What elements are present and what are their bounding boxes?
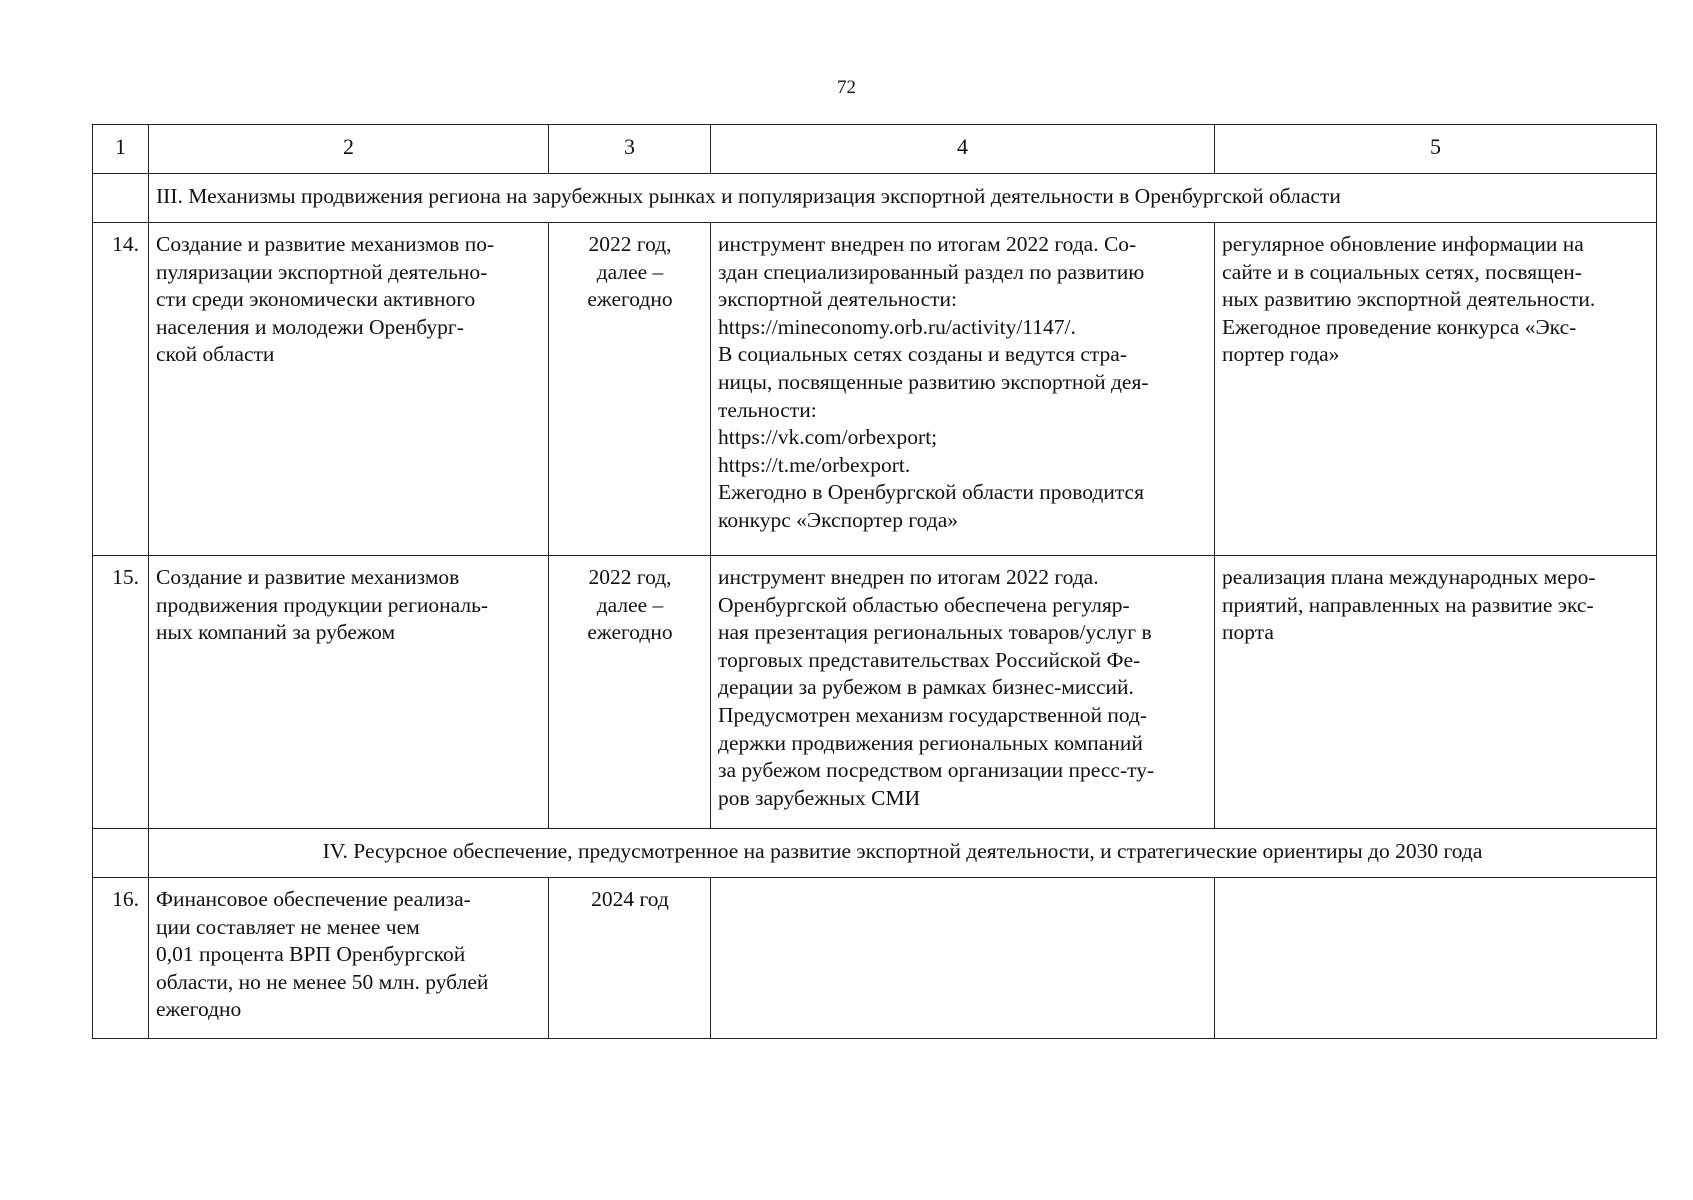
section-empty-cell bbox=[93, 174, 149, 223]
status-cell bbox=[711, 878, 1215, 1039]
column-header: 5 bbox=[1215, 125, 1657, 174]
row-number: 15. bbox=[93, 556, 149, 829]
table-header-row bbox=[93, 125, 1657, 174]
column-header: 1 bbox=[93, 125, 149, 174]
row-number: 14. bbox=[93, 223, 149, 556]
row-number: 16. bbox=[93, 878, 149, 1039]
table-row bbox=[93, 878, 1657, 1039]
measure-name-cell: Финансовое обеспечение реализа- ции составляет не менее чем 0,01 процента ВРП Оренбургской области, но не менее 50 млн. рублей ежегодно bbox=[149, 878, 549, 1039]
deadline-cell: 2022 год, далее – ежегодно bbox=[549, 556, 711, 829]
section-title: III. Механизмы продвижения региона на зарубежных рынках и популяризация экспортной деятельности в Оренбургской области bbox=[149, 174, 1657, 223]
result-cell: реализация плана международных меро- приятий, направленных на развитие экс- порта bbox=[1215, 556, 1657, 829]
column-header: 4 bbox=[711, 125, 1215, 174]
measures-table bbox=[92, 124, 1657, 1039]
result-cell bbox=[1215, 878, 1657, 1039]
result-cell: регулярное обновление информации на сайте и в социальных сетях, посвящен- ных развитию экспортной деятельности. Ежегодное проведение конкурса «Экс- портер года» bbox=[1215, 223, 1657, 556]
table-row bbox=[93, 223, 1657, 556]
section-row bbox=[93, 174, 1657, 223]
page-number: 72 bbox=[837, 77, 856, 98]
column-header: 2 bbox=[149, 125, 549, 174]
deadline-cell: 2024 год bbox=[549, 878, 711, 1039]
section-title: IV. Ресурсное обеспечение, предусмотренное на развитие экспортной деятельности, и стратегические ориентиры до 2030 года bbox=[149, 829, 1657, 878]
measure-name-cell: Создание и развитие механизмов по- пуляризации экспортной деятельно- сти среди экономически активного населения и молодежи Оренбург- ской области bbox=[149, 223, 549, 556]
table-row bbox=[93, 556, 1657, 829]
measure-name-cell: Создание и развитие механизмов продвижения продукции региональ- ных компаний за рубежом bbox=[149, 556, 549, 829]
column-header: 3 bbox=[549, 125, 711, 174]
status-cell: инструмент внедрен по итогам 2022 года. Со- здан специализированный раздел по развитию экспортной деятельности: https://mineconomy.orb.ru/activity/1147/. В социальных сетях созданы и ведутся стра- ницы, посвященные развитию экспортной дея- тельности: https://vk.com/orbexport; https://t.me/orbexport. Ежегодно в Оренбургской области проводится конкурс «Экспортер года» bbox=[711, 223, 1215, 556]
status-cell: инструмент внедрен по итогам 2022 года. Оренбургской областью обеспечена регуляр- ная презентация региональных товаров/услуг в торговых представительствах Российской Фе- дерации за рубежом в рамках бизнес-миссий. Предусмотрен механизм государственной под- держки продвижения региональных компаний за рубежом посредством организации пресс-ту- ров зарубежных СМИ bbox=[711, 556, 1215, 829]
section-empty-cell bbox=[93, 829, 149, 878]
deadline-cell: 2022 год, далее – ежегодно bbox=[549, 223, 711, 556]
section-row bbox=[93, 829, 1657, 878]
